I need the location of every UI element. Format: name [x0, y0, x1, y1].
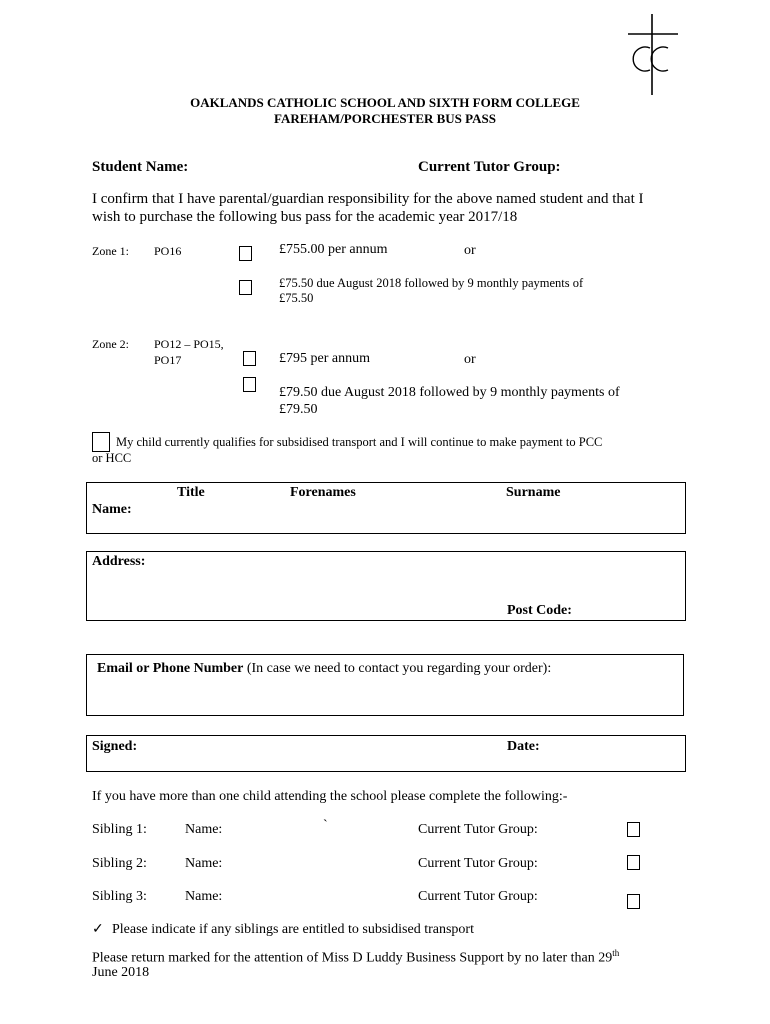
sibling-1-stray-mark: `	[323, 818, 328, 833]
sibling-1-name-label: Name:	[185, 822, 223, 837]
sibling-subsidised-note: Please indicate if any siblings are entitled to subsidised transport	[112, 922, 474, 937]
zone1-monthly-option-line-1: £75.50 due August 2018 followed by 9 monthly payments of	[279, 276, 584, 290]
forenames-column-label: Forenames	[290, 485, 356, 500]
contact-panel[interactable]	[86, 654, 684, 716]
student-name-label: Student Name:	[92, 159, 189, 175]
sibling-3-subsidised-checkbox[interactable]	[627, 894, 640, 909]
signed-label: Signed:	[92, 739, 138, 754]
zone2-monthly-option-line-1: £79.50 due August 2018 followed by 9 monthly payments of	[279, 385, 620, 400]
zone1-or: or	[464, 243, 476, 258]
zone1-monthly-option-line-2: £75.50	[279, 291, 314, 305]
return-text: Please return marked for the attention of Miss D Luddy Business Support by no later than 29	[92, 950, 613, 966]
zone2-monthly-checkbox[interactable]	[243, 377, 256, 392]
return-date-line: June 2018	[92, 965, 150, 980]
sibling-2-subsidised-checkbox[interactable]	[627, 855, 640, 870]
title-column-label: Title	[177, 485, 205, 500]
sibling-3-tutor-label: Current Tutor Group:	[418, 889, 538, 904]
contact-label-note: (In case we need to contact you regarding your order):	[243, 661, 552, 676]
zone2-annual-option: £795 per annum	[279, 351, 370, 366]
signature-panel[interactable]	[86, 735, 686, 772]
contact-label-bold: Email or Phone Number	[97, 661, 244, 676]
sibling-3-name-label: Name:	[185, 889, 223, 904]
name-panel[interactable]	[86, 482, 686, 534]
zone1-annual-option: £755.00 per annum	[279, 242, 388, 257]
zone1-monthly-checkbox[interactable]	[239, 280, 252, 295]
post-code-label: Post Code:	[507, 603, 572, 618]
sibling-1-tutor-label: Current Tutor Group:	[418, 822, 538, 837]
siblings-intro: If you have more than one child attending the school please complete the following:-	[92, 789, 568, 804]
subsidised-text-line-2: or HCC	[92, 451, 132, 465]
return-superscript: th	[612, 948, 620, 958]
sibling-1-label: Sibling 1:	[92, 822, 147, 837]
sibling-3-label: Sibling 3:	[92, 889, 147, 904]
form-title: FAREHAM/PORCHESTER BUS PASS	[274, 111, 496, 126]
sibling-2-tutor-label: Current Tutor Group:	[418, 856, 538, 871]
zone1-label: Zone 1:	[92, 244, 129, 258]
date-label: Date:	[507, 739, 540, 754]
return-instructions	[92, 948, 619, 967]
check-icon: ✓	[92, 922, 104, 937]
surname-column-label: Surname	[506, 485, 561, 500]
zone2-postcodes-line-1: PO12 – PO15,	[154, 337, 224, 351]
zone2-postcodes-line-2: PO17	[154, 353, 182, 367]
school-name: OAKLANDS CATHOLIC SCHOOL AND SIXTH FORM COLLEGE	[190, 95, 580, 110]
subsidised-transport-checkbox[interactable]	[92, 432, 110, 452]
sibling-1-subsidised-checkbox[interactable]	[627, 822, 640, 837]
address-label: Address:	[92, 554, 146, 569]
contact-label	[97, 661, 551, 677]
sibling-2-label: Sibling 2:	[92, 856, 147, 871]
address-panel[interactable]	[86, 551, 686, 621]
subsidised-text-line-1: My child currently qualifies for subsidised transport and I will continue to make payment to PCC	[116, 435, 603, 449]
name-label: Name:	[92, 502, 132, 517]
zone2-label: Zone 2:	[92, 337, 129, 351]
intro-line-2: wish to purchase the following bus pass for the academic year 2017/18	[92, 209, 518, 225]
school-logo-cross-icon	[620, 12, 680, 97]
zone2-annual-checkbox[interactable]	[243, 351, 256, 366]
zone1-postcodes: PO16	[154, 244, 182, 258]
zone2-or: or	[464, 352, 476, 367]
zone2-monthly-option-line-2: £79.50	[279, 402, 318, 417]
intro-line-1: I confirm that I have parental/guardian responsibility for the above named student and that I	[92, 191, 644, 207]
sibling-2-name-label: Name:	[185, 856, 223, 871]
current-tutor-group-label: Current Tutor Group:	[418, 159, 561, 175]
zone1-annual-checkbox[interactable]	[239, 246, 252, 261]
